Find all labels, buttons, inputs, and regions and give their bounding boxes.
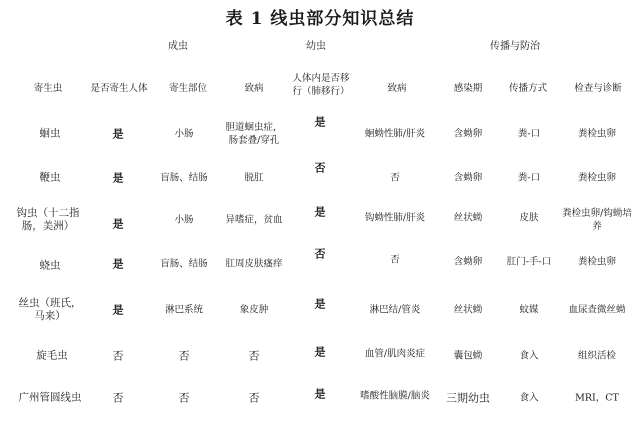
- cell-adult-pathogenesis: 异嗜症，贫血: [225, 214, 283, 226]
- cell-infective-stage: 含蚴卵: [453, 256, 483, 268]
- cell-transmission-route: 肛门-手-口: [506, 256, 552, 268]
- col-header-larva-pathogenesis: 致病: [387, 83, 407, 94]
- group-header-adult: 成虫: [168, 41, 188, 52]
- cell-lung-migration: 是: [314, 345, 326, 359]
- cell-transmission-route: 粪-口: [517, 172, 541, 184]
- cell-site: 小肠: [174, 128, 194, 140]
- cell-parasite-name: 蛲虫: [39, 259, 61, 272]
- cell-lung-migration: 否: [314, 161, 326, 175]
- cell-lung-migration: 是: [314, 115, 326, 129]
- cell-lung-migration: 是: [314, 387, 326, 401]
- cell-diagnosis: 血尿查微丝蚴: [568, 304, 626, 316]
- col-header-diagnosis: 检查与诊断: [574, 83, 622, 94]
- cell-infective-stage: 丝状蚴: [453, 304, 483, 316]
- cell-larva-pathogenesis: 钩蚴性肺/肝炎: [364, 212, 426, 224]
- cell-adult-pathogenesis: 肛周皮肤瘙痒: [225, 258, 283, 270]
- cell-diagnosis: 粪检虫卵/钩蚴培养: [562, 208, 632, 232]
- cell-larva-pathogenesis: 血管/肌肉炎症: [364, 348, 426, 360]
- col-header-adult-pathogenesis: 致病: [244, 83, 264, 94]
- cell-adult-pathogenesis: 脱肛: [244, 172, 264, 184]
- cell-infects-human: 是: [112, 217, 124, 231]
- cell-infects-human: 否: [112, 391, 124, 405]
- cell-site: 小肠: [174, 214, 194, 226]
- cell-infective-stage: 囊包蚴: [453, 350, 483, 362]
- cell-infects-human: 是: [112, 303, 124, 317]
- cell-parasite-name: 旋毛虫: [36, 349, 68, 362]
- cell-transmission-route: 蚊媒: [519, 304, 539, 316]
- cell-lung-migration: 否: [314, 247, 326, 261]
- table-title: 表 1 线虫部分知识总结: [225, 9, 415, 29]
- cell-larva-pathogenesis: 淋巴结/管炎: [369, 304, 421, 316]
- cell-larva-pathogenesis: 否: [390, 172, 400, 184]
- cell-infective-stage: 含蚴卵: [453, 172, 483, 184]
- cell-diagnosis: MRI，CT: [575, 392, 619, 404]
- cell-infects-human: 是: [112, 171, 124, 185]
- cell-parasite-name: 鞭虫: [39, 171, 61, 184]
- cell-diagnosis: 粪检虫卵: [577, 256, 616, 268]
- cell-infective-stage: 含蚴卵: [453, 128, 483, 140]
- cell-infective-stage: 丝状蚴: [453, 212, 483, 224]
- cell-adult-pathogenesis: 象皮肿: [239, 304, 269, 316]
- cell-parasite-name: 钩虫（十二指肠，美洲）: [16, 207, 80, 232]
- col-header-lung-migration: 人体内是否移行（肺移行）: [292, 73, 350, 97]
- cell-infects-human: 是: [112, 127, 124, 141]
- cell-diagnosis: 组织活检: [577, 350, 616, 362]
- cell-adult-pathogenesis: 否: [248, 391, 260, 405]
- col-header-infective-stage: 感染期: [453, 83, 483, 94]
- cell-diagnosis: 粪检虫卵: [577, 172, 616, 184]
- group-header-transmission: 传播与防治: [490, 41, 540, 52]
- group-header-larva: 幼虫: [306, 41, 326, 52]
- cell-infective-stage: 三期幼虫: [446, 391, 490, 405]
- col-header-parasite: 寄生虫: [33, 83, 63, 94]
- cell-lung-migration: 是: [314, 205, 326, 219]
- cell-parasite-name: 广州管圆线虫: [18, 391, 82, 404]
- cell-adult-pathogenesis: 否: [248, 349, 260, 363]
- cell-site: 淋巴系统: [164, 304, 203, 316]
- col-header-transmission-route: 传播方式: [508, 83, 547, 94]
- cell-diagnosis: 粪检虫卵: [577, 128, 616, 140]
- cell-site: 盲肠、结肠: [160, 172, 208, 184]
- cell-transmission-route: 粪-口: [517, 128, 541, 140]
- cell-adult-pathogenesis: 胆道蛔虫症，肠套叠/穿孔: [225, 122, 283, 146]
- col-header-infects-human: 是否寄生人体: [90, 83, 148, 94]
- cell-transmission-route: 食入: [519, 350, 539, 362]
- cell-larva-pathogenesis: 嗜酸性脑膜/脑炎: [360, 390, 430, 402]
- cell-site: 否: [178, 391, 190, 405]
- cell-site: 否: [178, 349, 190, 363]
- cell-infects-human: 是: [112, 257, 124, 271]
- cell-transmission-route: 食入: [519, 392, 539, 404]
- cell-parasite-name: 蛔虫: [39, 127, 61, 140]
- cell-site: 盲肠、结肠: [160, 258, 208, 270]
- col-header-site: 寄生部位: [168, 83, 207, 94]
- cell-larva-pathogenesis: 蛔蚴性肺/肝炎: [364, 128, 426, 140]
- cell-lung-migration: 是: [314, 297, 326, 311]
- cell-infects-human: 否: [112, 349, 124, 363]
- cell-parasite-name: 丝虫（班氏，马来）: [18, 297, 82, 322]
- cell-larva-pathogenesis: 否: [390, 254, 400, 266]
- cell-transmission-route: 皮肤: [519, 212, 539, 224]
